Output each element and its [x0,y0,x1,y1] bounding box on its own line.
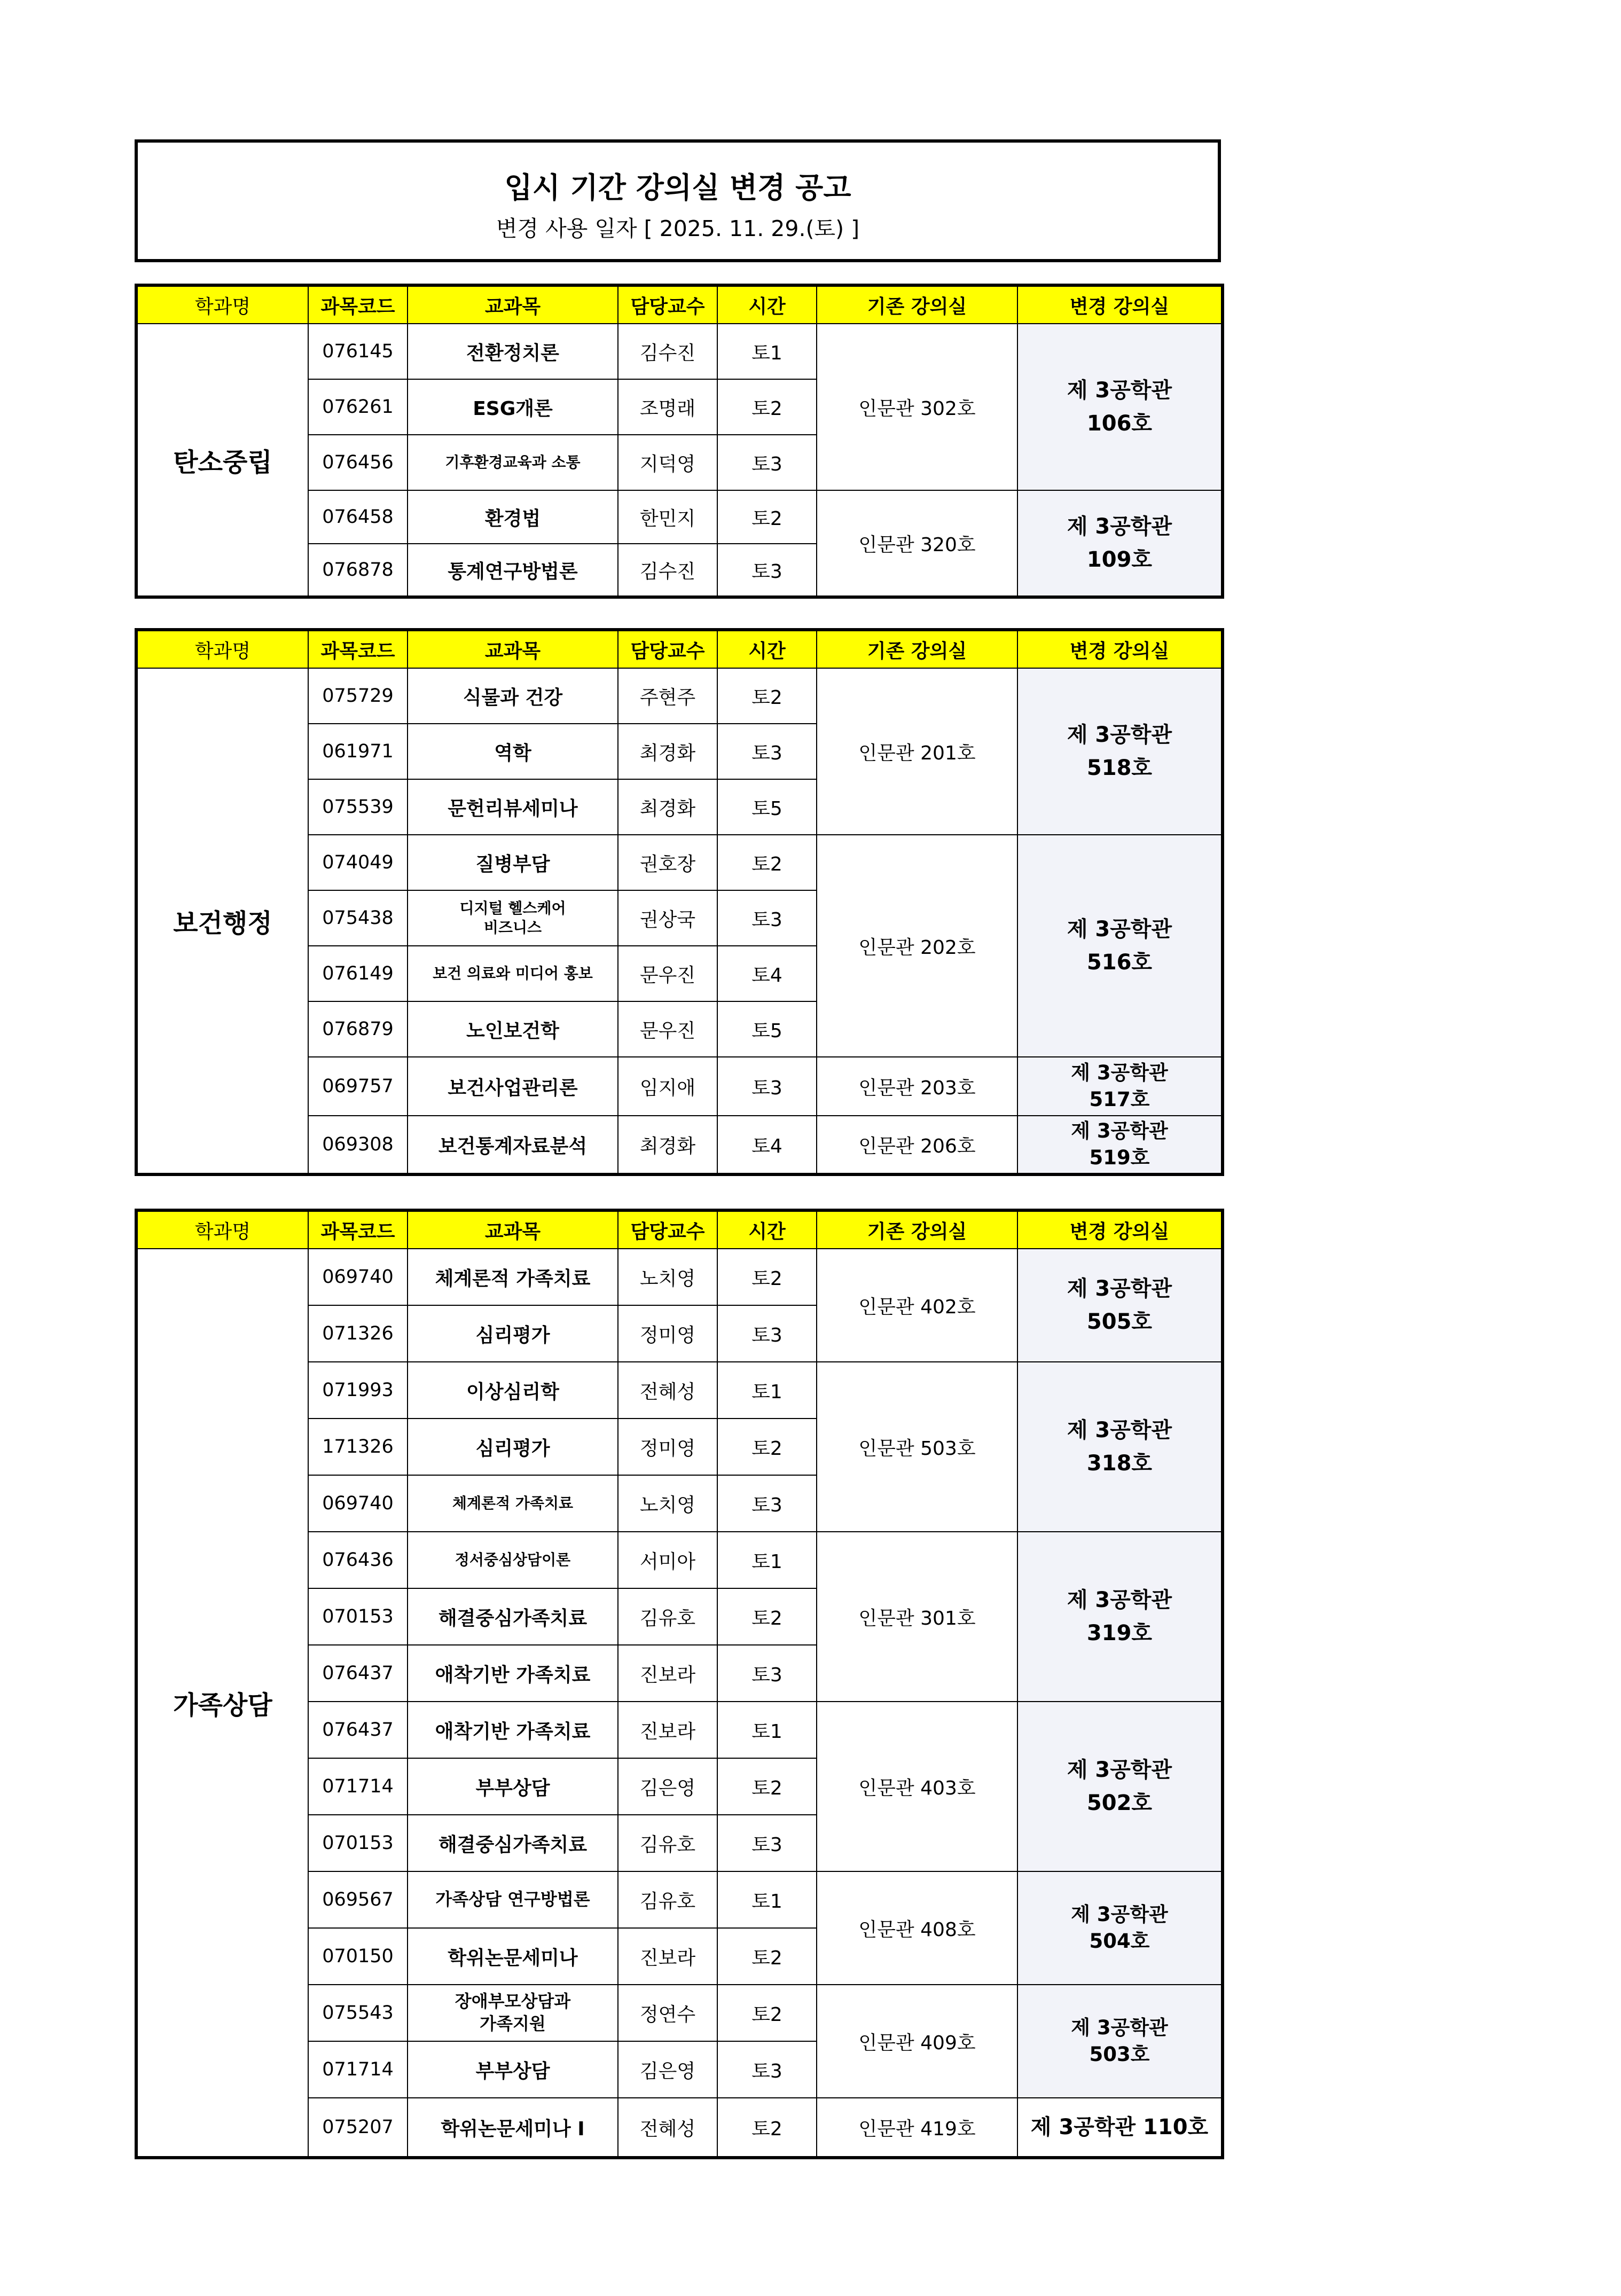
course-subject-line1: 장애부모상담과 [455,1991,571,2012]
course-professor: 정미영 [618,1305,717,1362]
course-code: 069308 [308,1116,408,1174]
course-subject: 환경법 [408,490,618,544]
new-room-number: 318호 [1086,1451,1153,1476]
course-subject: 정서중심상담이론 [408,1532,618,1588]
course-time: 토2 [717,1588,817,1645]
new-room-building: 제 3공학관 [1067,723,1172,747]
new-room-number: 319호 [1086,1621,1153,1645]
course-time: 토2 [717,2098,817,2158]
course-professor: 노치영 [618,1249,717,1305]
header-code: 과목코드 [308,630,408,668]
new-room-number: 516호 [1086,950,1153,975]
course-code: 070153 [308,1815,408,1871]
old-room: 인문관 302호 [817,324,1017,490]
course-time: 토4 [717,1116,817,1174]
new-room-number: 505호 [1086,1310,1153,1334]
new-room [1017,835,1223,1057]
course-time: 토3 [717,435,817,490]
course-time: 토1 [717,324,817,379]
old-room: 인문관 201호 [817,668,1017,835]
course-code: 071714 [308,2041,408,2098]
new-room-building: 제 3공학관 [1067,1758,1172,1782]
course-code: 076878 [308,544,408,597]
table-row [136,668,1223,724]
course-code: 076149 [308,946,408,1001]
course-professor: 권호장 [618,835,717,890]
course-code: 076437 [308,1645,408,1702]
old-room: 인문관 402호 [817,1249,1017,1362]
course-subject: 통계연구방법론 [408,544,618,597]
header-time: 시간 [717,630,817,668]
course-professor: 최경화 [618,779,717,835]
course-subject: 학위논문세미나 [408,1928,618,1985]
course-time: 토2 [717,1985,817,2041]
new-room-number: 502호 [1086,1791,1153,1815]
new-room-building: 제 3공학관 [1071,1903,1168,1926]
course-time: 토1 [717,1702,817,1758]
new-room-building: 제 3공학관 [1071,1119,1168,1143]
header-old-room: 기존 강의실 [817,630,1017,668]
course-code: 076458 [308,490,408,544]
new-room [1017,1362,1223,1532]
new-room [1017,1532,1223,1702]
course-subject [408,890,618,946]
header-code: 과목코드 [308,285,408,324]
schedule-table-family-counseling [135,1209,1224,2159]
course-professor: 김수진 [618,544,717,597]
course-code: 069740 [308,1475,408,1532]
new-room [1017,1249,1223,1362]
header-subject: 교과목 [408,630,618,668]
header-old-room: 기존 강의실 [817,285,1017,324]
course-code: 076145 [308,324,408,379]
old-room: 인문관 408호 [817,1871,1017,1985]
new-room [1017,1057,1223,1116]
course-subject: ESG개론 [408,379,618,435]
new-room [1017,324,1223,490]
course-time: 토3 [717,1305,817,1362]
course-subject [408,1985,618,2041]
header-time: 시간 [717,285,817,324]
course-professor: 최경화 [618,724,717,779]
course-code: 076879 [308,1001,408,1057]
course-professor: 김유호 [618,1871,717,1928]
header-dept: 학과명 [136,285,308,324]
new-room: 제 3공학관 110호 [1017,2098,1223,2158]
course-time: 토3 [717,1645,817,1702]
notice-title-box [135,139,1221,262]
new-room-number: 503호 [1089,2043,1150,2066]
course-time: 토3 [717,1475,817,1532]
course-code: 071993 [308,1362,408,1419]
course-professor: 김유호 [618,1588,717,1645]
header-professor: 담당교수 [618,285,717,324]
course-subject: 문헌리뷰세미나 [408,779,618,835]
course-code: 071326 [308,1305,408,1362]
course-time: 토3 [717,2041,817,2098]
new-room-number: 504호 [1089,1930,1150,1953]
course-time: 토2 [717,668,817,724]
course-subject: 해결중심가족치료 [408,1588,618,1645]
old-room: 인문관 301호 [817,1532,1017,1702]
old-room: 인문관 403호 [817,1702,1017,1871]
course-time: 토2 [717,379,817,435]
course-time: 토1 [717,1871,817,1928]
course-time: 토3 [717,1057,817,1116]
course-subject-line1: 디지털 헬스케어 [459,899,566,917]
course-professor: 정미영 [618,1419,717,1475]
course-subject: 질병부담 [408,835,618,890]
course-code: 075543 [308,1985,408,2041]
course-code: 071714 [308,1758,408,1815]
new-room-building: 제 3공학관 [1067,1418,1172,1443]
course-subject: 해결중심가족치료 [408,1815,618,1871]
new-room-number: 517호 [1089,1088,1150,1111]
course-subject: 기후환경교육과 소통 [408,435,618,490]
course-professor: 전혜성 [618,2098,717,2158]
table-row [136,1249,1223,1305]
course-subject: 체계론적 가족치료 [408,1475,618,1532]
header-subject: 교과목 [408,285,618,324]
header-professor: 담당교수 [618,630,717,668]
header-subject: 교과목 [408,1210,618,1249]
course-subject: 이상심리학 [408,1362,618,1419]
new-room [1017,668,1223,835]
course-professor: 임지애 [618,1057,717,1116]
course-professor: 전혜성 [618,1362,717,1419]
course-code: 076437 [308,1702,408,1758]
course-code: 076456 [308,435,408,490]
course-code: 171326 [308,1419,408,1475]
dept-name: 탄소중립 [136,324,308,597]
course-subject: 부부상담 [408,1758,618,1815]
course-subject: 가족상담 연구방법론 [408,1871,618,1928]
old-room: 인문관 203호 [817,1057,1017,1116]
new-room-number: 519호 [1089,1146,1150,1169]
course-professor: 정연수 [618,1985,717,2041]
new-room-building: 제 3공학관 [1067,917,1172,942]
new-room [1017,1985,1223,2098]
course-time: 토3 [717,544,817,597]
header-dept: 학과명 [136,1210,308,1249]
table-header-row [136,285,1223,324]
course-time: 토2 [717,1928,817,1985]
course-subject: 역학 [408,724,618,779]
old-room: 인문관 320호 [817,490,1017,597]
course-time: 토3 [717,1815,817,1871]
course-subject: 학위논문세미나 I [408,2098,618,2158]
course-professor: 서미아 [618,1532,717,1588]
new-room-building: 제 3공학관 [1067,1588,1172,1612]
old-room: 인문관 503호 [817,1362,1017,1532]
course-code: 076261 [308,379,408,435]
schedule-table-health-admin [135,628,1224,1176]
course-code: 070150 [308,1928,408,1985]
course-subject: 식물과 건강 [408,668,618,724]
course-code: 075729 [308,668,408,724]
dept-name: 가족상담 [136,1249,308,2158]
course-code: 069567 [308,1871,408,1928]
course-professor: 김유호 [618,1815,717,1871]
new-room [1017,1116,1223,1174]
course-subject: 노인보건학 [408,1001,618,1057]
header-old-room: 기존 강의실 [817,1210,1017,1249]
course-time: 토2 [717,490,817,544]
notice-subtitle: 변경 사용 일자 [ 2025. 11. 29.(토) ] [496,216,860,241]
course-time: 토1 [717,1362,817,1419]
course-professor: 노치영 [618,1475,717,1532]
course-professor: 문우진 [618,1001,717,1057]
course-subject: 애착기반 가족치료 [408,1645,618,1702]
course-subject: 부부상담 [408,2041,618,2098]
course-time: 토3 [717,890,817,946]
course-time: 토5 [717,1001,817,1057]
course-time: 토2 [717,1758,817,1815]
schedule-table-carbon-neutral [135,284,1224,599]
course-time: 토3 [717,724,817,779]
course-subject: 보건통계자료분석 [408,1116,618,1174]
course-subject: 심리평가 [408,1419,618,1475]
table-row [136,324,1223,379]
course-professor: 문우진 [618,946,717,1001]
notice-title: 입시 기간 강의실 변경 공고 [504,171,851,205]
new-room-building: 제 3공학관 [1071,1061,1168,1085]
course-code: 069757 [308,1057,408,1116]
course-subject-line2: 비즈니스 [483,919,542,936]
course-professor: 김수진 [618,324,717,379]
course-professor: 최경화 [618,1116,717,1174]
course-time: 토1 [717,1532,817,1588]
old-room: 인문관 419호 [817,2098,1017,2158]
course-professor: 진보라 [618,1928,717,1985]
new-room-building: 제 3공학관 [1067,378,1172,403]
course-code: 075438 [308,890,408,946]
course-professor: 조명래 [618,379,717,435]
header-new-room: 변경 강의실 [1017,1210,1223,1249]
new-room [1017,1871,1223,1985]
course-professor: 권상국 [618,890,717,946]
course-code: 070153 [308,1588,408,1645]
header-code: 과목코드 [308,1210,408,1249]
course-professor: 지덕영 [618,435,717,490]
new-room-number: 109호 [1086,547,1153,572]
course-code: 075539 [308,779,408,835]
course-subject: 애착기반 가족치료 [408,1702,618,1758]
course-code: 075207 [308,2098,408,2158]
header-new-room: 변경 강의실 [1017,285,1223,324]
course-time: 토2 [717,835,817,890]
dept-name: 보건행정 [136,668,308,1174]
course-time: 토2 [717,1249,817,1305]
old-room: 인문관 409호 [817,1985,1017,2098]
table-header-row [136,1210,1223,1249]
course-subject: 전환정치론 [408,324,618,379]
course-time: 토5 [717,779,817,835]
course-subject: 심리평가 [408,1305,618,1362]
old-room: 인문관 202호 [817,835,1017,1057]
new-room-building: 제 3공학관 [1067,1276,1172,1301]
table-header-row [136,630,1223,668]
new-room [1017,1702,1223,1871]
course-subject: 보건 의료와 미디어 홍보 [408,946,618,1001]
course-professor: 김은영 [618,2041,717,2098]
course-subject-line2: 가족지원 [480,2013,546,2034]
header-time: 시간 [717,1210,817,1249]
course-professor: 주현주 [618,668,717,724]
new-room-building: 제 3공학관 [1071,2016,1168,2040]
course-subject: 체계론적 가족치료 [408,1249,618,1305]
header-dept: 학과명 [136,630,308,668]
course-professor: 진보라 [618,1702,717,1758]
header-new-room: 변경 강의실 [1017,630,1223,668]
course-code: 069740 [308,1249,408,1305]
new-room-number: 106호 [1086,411,1153,436]
course-professor: 김은영 [618,1758,717,1815]
header-professor: 담당교수 [618,1210,717,1249]
old-room: 인문관 206호 [817,1116,1017,1174]
new-room-number: 518호 [1086,756,1153,780]
course-code: 076436 [308,1532,408,1588]
course-professor: 진보라 [618,1645,717,1702]
course-subject: 보건사업관리론 [408,1057,618,1116]
course-code: 074049 [308,835,408,890]
course-code: 061971 [308,724,408,779]
course-professor: 한민지 [618,490,717,544]
course-time: 토4 [717,946,817,1001]
course-time: 토2 [717,1419,817,1475]
new-room-building: 제 3공학관 [1067,514,1172,539]
new-room [1017,490,1223,597]
